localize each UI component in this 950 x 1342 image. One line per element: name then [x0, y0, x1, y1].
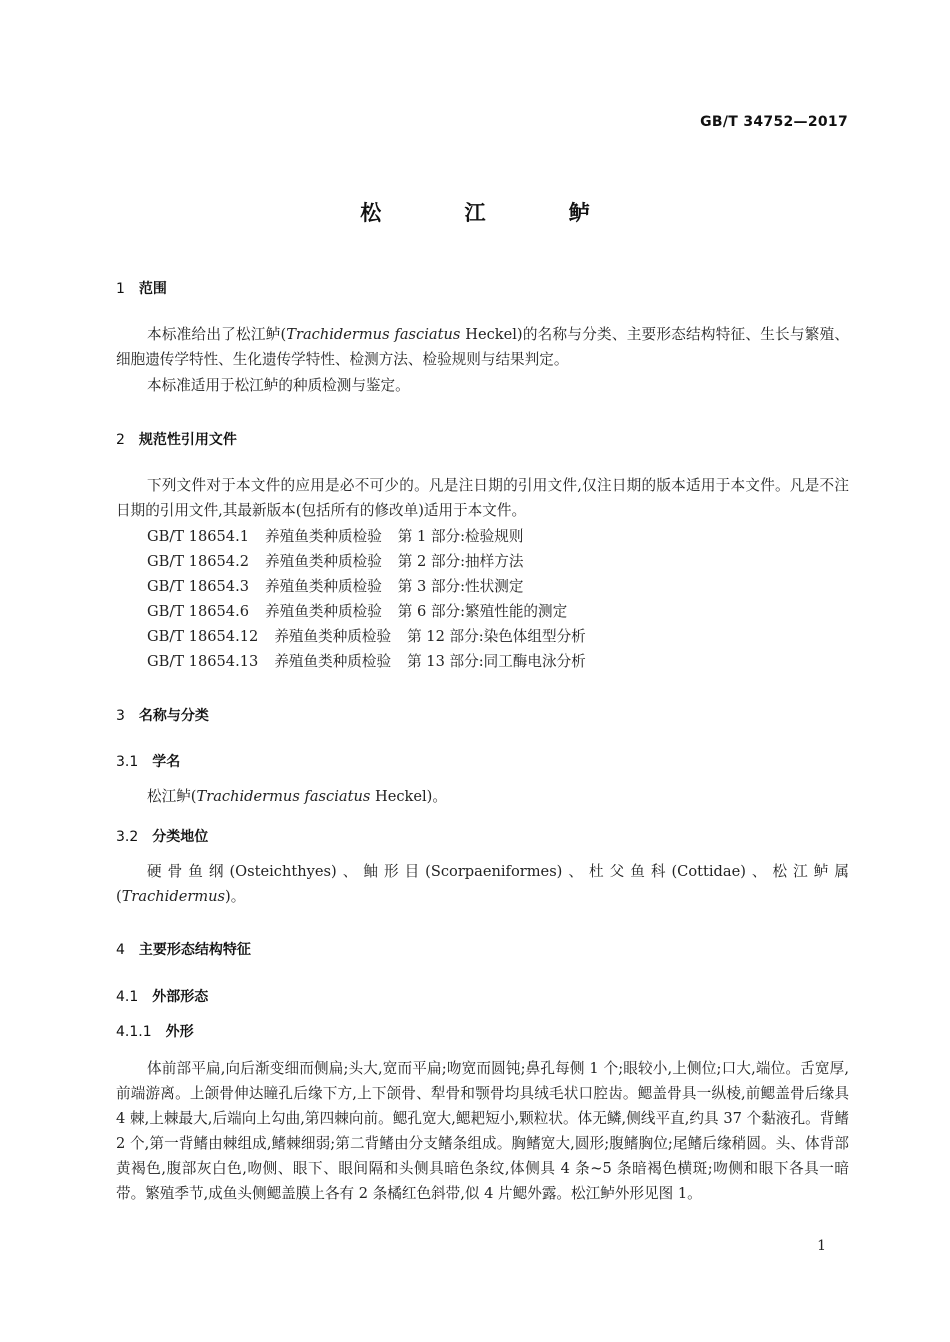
section-number: 3.1 — [116, 754, 139, 770]
reference-code: GB/T 18654.6 — [147, 603, 250, 620]
section-3-2-heading — [116, 826, 208, 846]
document-title: 松 江 鲈 — [360, 201, 628, 225]
section-number: 4.1.1 — [116, 1024, 152, 1040]
reference-part: 第 6 部分:繁殖性能的测定 — [397, 603, 568, 620]
section-number: 1 — [116, 281, 125, 297]
section-number: 3 — [116, 708, 125, 724]
reference-title: 养殖鱼类种质检验 — [274, 653, 392, 670]
text: )。 — [225, 888, 246, 905]
reference-title: 养殖鱼类种质检验 — [265, 603, 382, 620]
reference-item — [147, 550, 523, 571]
text: 本标准给出了松江鲈( — [147, 326, 287, 343]
document-code: GB/T 34752—2017 — [700, 114, 848, 130]
reference-part: 第 12 部分:染色体组型分析 — [407, 628, 586, 645]
section-1-paragraph-1 — [116, 322, 849, 372]
section-number: 3.2 — [116, 829, 139, 845]
section-1-heading — [116, 278, 167, 298]
section-title: 学名 — [152, 754, 181, 770]
section-title: 名称与分类 — [138, 708, 209, 724]
section-title: 范围 — [138, 281, 167, 297]
text: 硬骨鱼纲(Osteichthyes)、鲉形目(Scorpaeniformes)、杜父鱼科(Cottidae)、松江鲈属( — [116, 863, 849, 905]
scientific-name: Trachidermus fasciatus — [286, 326, 461, 343]
reference-code: GB/T 18654.3 — [147, 578, 250, 595]
page-number: 1 — [817, 1238, 826, 1254]
reference-code: GB/T 18654.13 — [147, 653, 259, 670]
reference-code: GB/T 18654.12 — [147, 628, 259, 645]
reference-item — [147, 600, 567, 621]
scientific-name-paragraph — [116, 784, 849, 809]
section-2-heading — [116, 429, 237, 449]
external-shape-paragraph: 体前部平扁,向后渐变细而侧扁;头大,宽而平扁;吻宽而圆钝;鼻孔每侧 1 个;眼较小,上侧位;口大,端位。舌宽厚,前端游离。上颌骨伸达瞳孔后缘下方,上下颌骨、犁骨和颚骨均具绒毛状口腔齿。鳃盖骨具一纵棱,前鳃盖骨后缘具 4 棘,上棘最大,后端向上勾曲,第四棘向前。鳃孔宽大,鳃耙短小,颗粒状。体无鳞,侧线平直,约具 37 个黏液孔。背鳍 2 个,第一背鳍由棘组成,鳍棘细弱;第二背鳍由分支鳍条组成。胸鳍宽大,圆形;腹鳍胸位;尾鳍后缘稍圆。头、体背部黄褐色,腹部灰白色,吻侧、眼下、眼间隔和头侧具暗色条纹,体侧具 4 条~5 条暗褐色横斑;吻侧和眼下各具一暗带。繁殖季节,成鱼头侧鳃盖膜上各有 2 条橘红色斜带,似 4 片鳃外露。松江鲈外形见图 1。 — [116, 1060, 849, 1202]
section-4-heading — [116, 939, 251, 959]
reference-part: 第 2 部分:抽样方法 — [397, 553, 524, 570]
reference-item — [147, 575, 523, 596]
reference-title: 养殖鱼类种质检验 — [265, 578, 382, 595]
section-4-1-heading — [116, 986, 208, 1006]
reference-part: 第 3 部分:性状测定 — [397, 578, 524, 595]
text: Heckel)的名称与分类、主要形态结构特征、生长与繁殖、细胞遗传学特性、生化遗传学特性、检测方法、检验规则与结果判定。 — [116, 326, 850, 368]
reference-title: 养殖鱼类种质检验 — [265, 553, 382, 570]
reference-code: GB/T 18654.1 — [147, 528, 250, 545]
reference-title: 养殖鱼类种质检验 — [274, 628, 392, 645]
reference-part: 第 1 部分:检验规则 — [397, 528, 524, 545]
section-title: 主要形态结构特征 — [138, 942, 251, 958]
genus-name: Trachidermus — [121, 888, 226, 905]
taxonomy-paragraph — [116, 859, 849, 909]
section-3-1-heading — [116, 751, 180, 771]
reference-title: 养殖鱼类种质检验 — [265, 528, 382, 545]
text: 松江鲈( — [147, 788, 197, 805]
section-title: 外形 — [165, 1024, 194, 1040]
section-number: 4 — [116, 942, 125, 958]
reference-item — [147, 525, 523, 546]
section-1-paragraph-2: 本标准适用于松江鲈的种质检测与鉴定。 — [147, 377, 410, 394]
section-number: 4.1 — [116, 989, 139, 1005]
reference-code: GB/T 18654.2 — [147, 553, 250, 570]
reference-part: 第 13 部分:同工酶电泳分析 — [407, 653, 586, 670]
text: Heckel)。 — [370, 788, 447, 805]
section-title: 规范性引用文件 — [138, 432, 237, 448]
reference-item — [147, 650, 586, 671]
section-number: 2 — [116, 432, 125, 448]
section-title: 分类地位 — [152, 829, 209, 845]
section-3-heading — [116, 705, 209, 725]
section-2-intro: 下列文件对于本文件的应用是必不可少的。凡是注日期的引用文件,仅注日期的版本适用于本文件。凡是不注日期的引用文件,其最新版本(包括所有的修改单)适用于本文件。 — [116, 477, 849, 519]
section-4-1-1-heading — [116, 1021, 194, 1041]
reference-item — [147, 625, 586, 646]
scientific-name: Trachidermus fasciatus — [196, 788, 371, 805]
section-title: 外部形态 — [152, 989, 209, 1005]
